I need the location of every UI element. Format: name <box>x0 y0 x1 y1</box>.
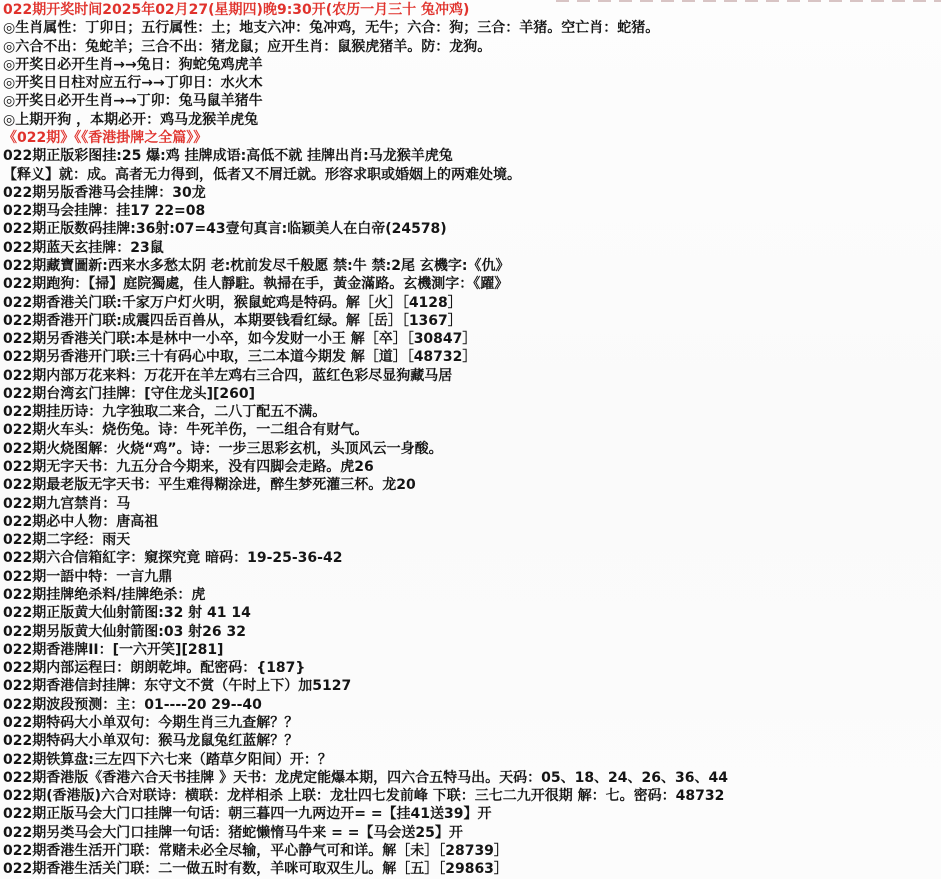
tip-line: 022期另版黄大仙射箭图:03 射26 32 <box>3 623 247 640</box>
tip-line: 022期挂历诗：九字独取二来合，二八丁配五不满。 <box>3 404 327 421</box>
tip-line: 022期正版数码挂牌:36射:07=43壹句真言:临颖美人在白帝(24578) <box>3 221 447 238</box>
tip-line: 022期(香港版)六合对联诗：横联：龙样相杀 上联：龙壮四七发前峰 下联：三七二九开很期 解：七。密码：48732 <box>3 788 725 805</box>
tip-line: 022期香港牌II：[一六开笑][281] <box>3 641 224 658</box>
tip-line: 022期波段预测：主：01----20 29--40 <box>3 696 262 713</box>
tip-line: 022期火烧图解：火烧“鸡”。诗：一步三思彩玄机，头顶风云一身酸。 <box>3 440 443 457</box>
tip-line: 022期特码大小单双句：猴马龙鼠兔红蓝解？？ <box>3 733 299 750</box>
tip-line: 022期香港信封挂牌：东守文不赏（午时上下）加5127 <box>3 678 352 695</box>
tip-line: 022期正版彩图挂:25 爆:鸡 挂牌成语:高低不就 挂牌出肖:马龙猴羊虎兔 <box>3 148 453 165</box>
tip-line: ◎开奖日必开生肖→→丁卯：兔马鼠羊猪牛 <box>3 93 263 110</box>
tips-line-list <box>3 1 941 879</box>
tip-line: 022期无字天书：九五分合今期来，没有四脚会走路。虎26 <box>3 459 374 476</box>
tip-line: 《022期》《《香港掛牌之全篇》》 <box>3 129 208 146</box>
tip-line: 022期香港开门联:成震四岳百兽从，本期要钱看红绿。解［岳］［1367］ <box>3 312 462 329</box>
tip-line: 022期内部万花来料：万花开在羊左鸡右三合四，蓝红色彩尽显狗藏马居 <box>3 367 453 384</box>
tip-line: 022期必中人物：唐高祖 <box>3 513 159 530</box>
tip-line: 022期二字经：雨天 <box>3 532 131 549</box>
tip-line: 022期香港关门联:千家万户灯火明，猴鼠蛇鸡是特码。解［火］［4128］ <box>3 294 462 311</box>
tip-line: 022期挂牌绝杀料/挂牌绝杀：虎 <box>3 587 206 603</box>
tip-line: 022期六合信箱紅字：窺探究竟 暗码：19-25-36-42 <box>3 550 343 567</box>
tip-line: 022期一語中特：一言九鼎 <box>3 568 173 585</box>
tip-line: 022期香港版《香港六合天书挂牌 》天书：龙虎定能爆本期，四六合五特马出。天码：05、18、24、26、36、44 <box>3 769 728 786</box>
tip-line: 022期开奖时间2025年02月27(星期四)晚9:30开(农历一月三十 兔冲鸡) <box>3 2 470 18</box>
tip-line: 022期正版马会大门口挂牌一句话：朝三暮四一九两边开= =【挂41送39】开 <box>3 806 492 823</box>
tip-line: 022期马会挂牌：挂17 22=08 <box>3 203 206 220</box>
tip-line: 022期正版黄大仙射箭图:32 射 41 14 <box>3 605 251 622</box>
tip-line: 022期另香港关门联:本是林中一小卒，如今发财一小王 解［卒］［30847］ <box>3 331 477 348</box>
tip-line: 【释义】就：成。高者无力得到，低者又不屑迁就。形容求职或婚姻上的两难处境。 <box>3 166 521 183</box>
tip-line: 022期蓝天玄挂牌：23鼠 <box>3 239 164 256</box>
tip-line: 022期藏寶圖新:西来水多愁太阴 老:枕前发尽千般愿 禁:牛 禁:2尾 玄機字:《仇》 <box>3 257 510 274</box>
tip-line: 022期香港生活开门联：常赌未必全尽输，平心静气可和详。解［未］［28739］ <box>3 842 508 859</box>
tip-line: ◎开奖日必开生肖→→兔日：狗蛇兔鸡虎羊 <box>3 56 263 73</box>
tip-line: 022期内部运程曰：朗朗乾坤。配密码：{187} <box>3 660 306 677</box>
tip-line: ◎开奖日日柱对应五行→→丁卯日：水火木 <box>3 75 263 92</box>
tip-line: 022期台湾玄门挂牌：[守住龙头][260] <box>3 385 256 402</box>
tip-line: 022期最老版无字天书：平生难得糊涂进，醉生梦死灌三杯。龙20 <box>3 477 416 494</box>
tip-line: ◎六合不出：兔蛇羊；三合不出：猪龙鼠；应开生肖：鼠猴虎猪羊。防：龙狗。 <box>3 38 492 55</box>
tip-line: 022期特码大小单双句：今期生肖三九查解？？ <box>3 714 299 731</box>
tip-line: 022期九宫禁肖：马 <box>3 495 131 512</box>
tip-line: ◎上期开狗 ，本期必开：鸡马龙猴羊虎兔 <box>3 111 259 128</box>
tip-line: 022期香港生活关门联：二一做五时有数，羊咪可取双生儿。解［五］［29863］ <box>3 861 508 878</box>
tip-line: 022期另香港开门联:三十有码心中取，三二本道今期发 解［道］［48732］ <box>3 349 477 366</box>
tip-line: 022期另类马会大门口挂牌一句话：猪蛇懒惰马牛来 = =【马会送25】开 <box>3 824 463 841</box>
tip-line: 022期跑狗：【掃】庭院獨處，佳人靜駐。執掃在手，黃金滿路。玄機測字：《躍》 <box>3 276 509 293</box>
tip-line: ◎生肖属性：丁卯日；五行属性：土；地支六冲：兔冲鸡，无牛；六合：狗；三合：羊猪。空亡肖：蛇猪。 <box>3 20 660 37</box>
tip-line: 022期铁算盘:三左四下六七来（踏草夕阳间）开：？ <box>3 751 332 768</box>
tip-line: 022期另版香港马会挂牌：30龙 <box>3 184 206 201</box>
tip-line: 022期火车头：烧伤兔。诗：牛死羊伤，一二组合有财气。 <box>3 422 369 439</box>
